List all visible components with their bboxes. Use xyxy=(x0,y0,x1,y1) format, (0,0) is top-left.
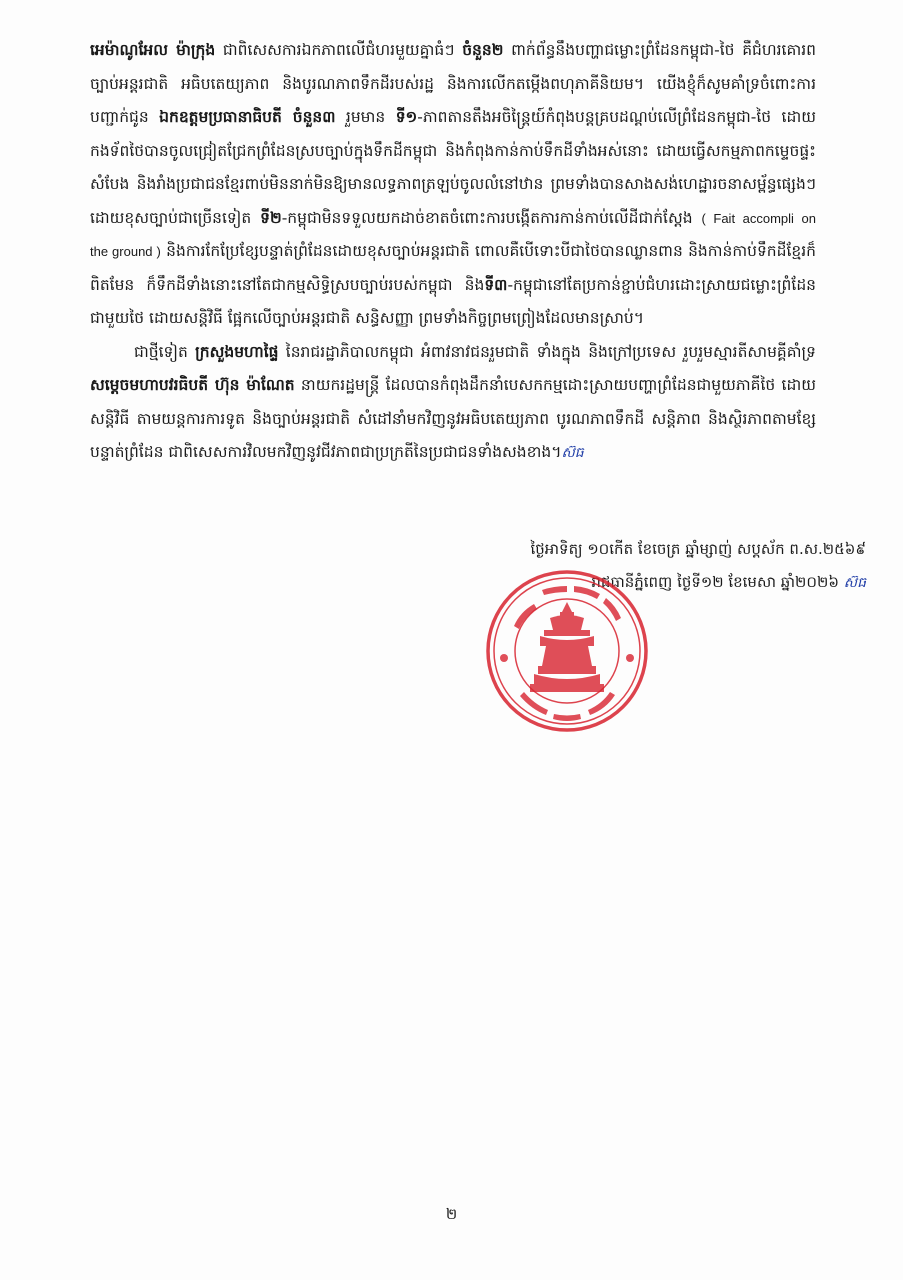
count-positions: ចំនួន២ xyxy=(462,41,504,59)
signature-initial: ស៊ធ xyxy=(843,575,866,591)
count-points: ចំនួន៣ xyxy=(281,108,336,126)
fait-accompli-phrase: ( Fait accompli on the ground ) xyxy=(90,210,816,259)
point-3-text: -កម្ពុជានៅតែប្រកាន់ខ្ជាប់ជំហរដោះស្រាយជម្លោះព្រំដែនជាមួយថៃ ដោយសន្តិវិធី ផ្អែកលើច្បាប់អន្តរជាតិ សន្ធិសញ្ញា ព្រមទាំងកិច្ចព្រមព្រៀងដែលមានស្រាប់។ xyxy=(90,275,816,327)
prime-minister-name: សម្តេចមហាបវរធិបតី ហ៊ុន ម៉ាណែត xyxy=(90,376,295,394)
point-3-label: ទី៣ xyxy=(484,275,508,294)
point-1-text: -ភាពតានតឹងអចិន្ត្រៃយ៍កំពុងបន្តគ្របដណ្តប់លើព្រំដែនកម្ពុជា-ថៃ ដោយកងទ័ពថៃបានចូលជ្រៀតជ្រែកព្រំដែនស្របច្បាប់ក្នុងទឹកដីកម្ពុជា និងកំពុងកាន់កាប់ទឹកដីទាំងអស់នោះ ដោយធ្វើសកម្មភាពកម្ទេចផ្ទះសំបែង និងរាំងប្រជាជនខ្មែរពាប់មិននាក់មិនឱ្យមានលទ្ធភាពត្រឡប់ចូលលំនៅឋាន ព្រមទាំងបានសាងសង់ហេដ្ឋារចនាសម្ព័ន្ធផ្សេងៗដោយខុសច្បាប់ជាច្រើនទៀត xyxy=(90,108,816,227)
letter-body xyxy=(90,34,816,471)
solar-date-text: រាជធានីភ្នំពេញ ថ្ងៃទី១២ ខែមេសា ឆ្នាំ២០២៦ xyxy=(591,573,839,591)
paragraph-2-text-c: នាយករដ្ឋមន្ត្រី ដែលបានកំពុងដឹកនាំបេសកកម្មដោះស្រាយបញ្ហាព្រំដែនជាមួយភាគីថៃ ដោយសន្តិវិធី តាមយន្តការការទូត និងច្បាប់អន្តរជាតិ សំដៅនាំមកវិញនូវអធិបតេយ្យភាព បូរណភាពទឹកដី សន្តិភាព និងស្ថិរភាពតាមខ្សែបន្ទាត់ព្រំដែន ជាពិសេសការវិលមកវិញនូវជីវភាពជាប្រក្រតីនៃប្រជាជនទាំងសងខាង។ xyxy=(90,376,816,461)
handwritten-initial: ស៊ធ xyxy=(561,445,584,461)
point-2-label: ទី២ xyxy=(260,208,282,227)
paragraph-2 xyxy=(90,336,816,471)
paragraph-1-text-a: ជាពិសេសការឯកភាពលើជំហរមួយគ្នាធំៗ xyxy=(215,41,463,59)
page-number: ២ xyxy=(445,1205,458,1223)
lunar-date: ថ្ងៃអាទិត្យ ១០កើត ខែចេត្រ ឆ្នាំម្សាញ់ សប្តស័ក ព.ស.២៥៦៩ xyxy=(530,540,866,558)
paragraph-1-text-b: ពាក់ព័ន្ធនឹងបញ្ហាជម្លោះព្រំដែនកម្ពុជា-ថៃ គឺជំហរគោរពច្បាប់អន្តរជាតិ អធិបតេយ្យភាព និងបូរណភាពទឹកដីរបស់រដ្ឋ និងការលើកតម្កើងពហុភាគីនិយម។ យើងខ្ញុំក៏សូមគាំទ្រចំពោះការបញ្ជាក់ជូន xyxy=(90,41,816,126)
paragraph-1-text-c: រួមមាន xyxy=(335,108,396,126)
ministry-name: ក្រសួងមហាផ្ទៃ xyxy=(195,342,279,361)
president-title: ឯកឧត្តមប្រធានាធិបតី xyxy=(159,108,282,126)
point-2-text-continued: និងការកែប្រែខ្សែបន្ទាត់ព្រំដែនដោយខុសច្បាប់អន្តរជាតិ ពោលគឺបើទោះបីជាថៃបានឈ្លានពាន និងកាន់កាប់ទឹកដីខ្មែរក៏ពិតមែន ក៏ទឹកដីទាំងនោះនៅតែជាកម្មសិទ្ធិស្របច្បាប់របស់កម្ពុជា និង xyxy=(90,242,816,294)
president-name: អេម៉ាណូអែល ម៉ាក្រុង xyxy=(90,41,216,59)
point-2-text: -កម្ពុជាមិនទទួលយកដាច់ខាតចំពោះការបង្កើតការកាន់កាប់លើដីជាក់ស្តែង xyxy=(281,208,702,227)
paragraph-2-text-a: ជាថ្មីទៀត xyxy=(134,342,196,361)
paragraph-2-text-b: នៃរាជរដ្ឋាភិបាលកម្ពុជា អំពាវនាវជនរួមជាតិ ទាំងក្នុង និងក្រៅប្រទេស រួបរួមស្មារតីសាមគ្គីគាំទ្រ xyxy=(278,342,816,361)
point-1-label: ទី១ xyxy=(395,108,418,126)
paragraph-1 xyxy=(90,34,816,336)
official-seal-stamp xyxy=(484,568,650,734)
